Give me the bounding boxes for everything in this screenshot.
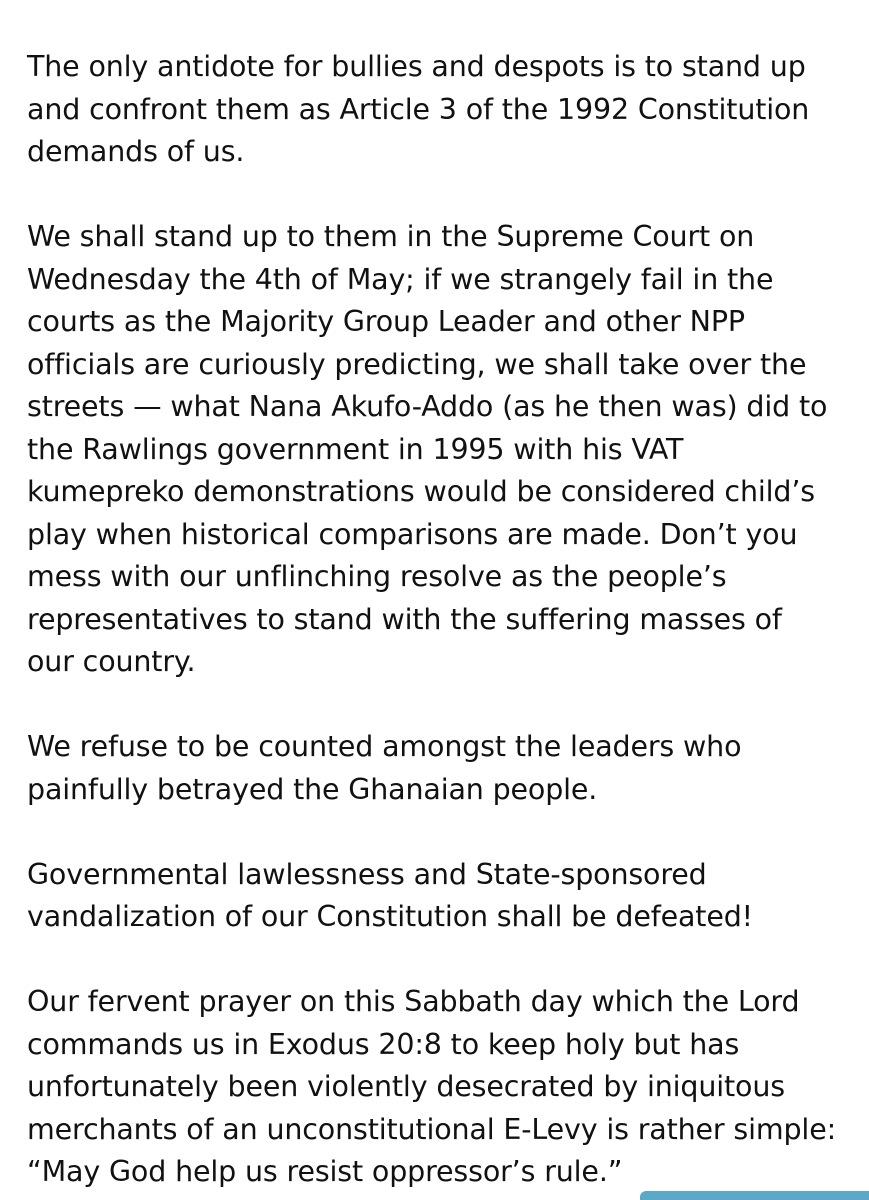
text-line: and confront them as Article 3 of the 1992 Constitution [27,92,810,126]
paragraph-spacer [27,684,857,727]
text-line: the Rawlings government in 1995 with his VAT [27,432,684,466]
text-line: The only antidote for bullies and despots is to stand up [27,50,806,83]
text-line: representatives to stand with the suffering masses of [27,602,782,636]
text-line: We refuse to be counted amongst the leaders who [27,730,742,763]
text-line: kumepreko demonstrations would be considered child’s [27,475,815,508]
text-line: officials are curiously predicting, we shall take over the [27,347,807,381]
text-line: “May God help us resist oppressor’s rule.” [27,1155,623,1188]
text-line: commands us in Exodus 20:8 to keep holy but has [27,1027,740,1061]
text-line: play when historical comparisons are made. Don’t you [27,517,798,551]
paragraph-4 [27,854,857,939]
text-line: Wednesday the 4th of May; if we strangely fail in the [27,262,774,296]
text-line: courts as the Majority Group Leader and other NPP [27,305,745,338]
text-line: merchants of an unconstitutional E-Levy is rather simple: [27,1112,837,1146]
paragraph-2 [27,216,857,684]
paragraph-3 [27,726,857,811]
text-line: vandalization of our Constitution shall be defeated! [27,900,753,933]
text-line: mess with our unflinching resolve as the people’s [27,560,727,593]
text-line: painfully betrayed the Ghanaian people. [27,772,598,806]
text-line: Our fervent prayer on this Sabbath day which the Lord [27,985,800,1018]
text-line: streets — what Nana Akufo-Addo (as he then was) did to [27,390,828,423]
paragraph-spacer [27,811,857,854]
statement-text [27,46,857,1194]
paragraph-5 [27,981,857,1194]
paragraph-spacer [27,174,857,217]
text-line: Governmental lawlessness and State-sponsored [27,857,707,891]
paragraph-spacer [27,939,857,982]
text-line: We shall stand up to them in the Supreme Court on [27,220,755,253]
bottom-action-bar-edge[interactable] [640,1191,869,1200]
text-line: demands of us. [27,135,245,168]
text-line: unfortunately been violently desecrated by iniquitous [27,1070,785,1103]
text-line: our country. [27,645,196,678]
paragraph-1 [27,46,857,174]
